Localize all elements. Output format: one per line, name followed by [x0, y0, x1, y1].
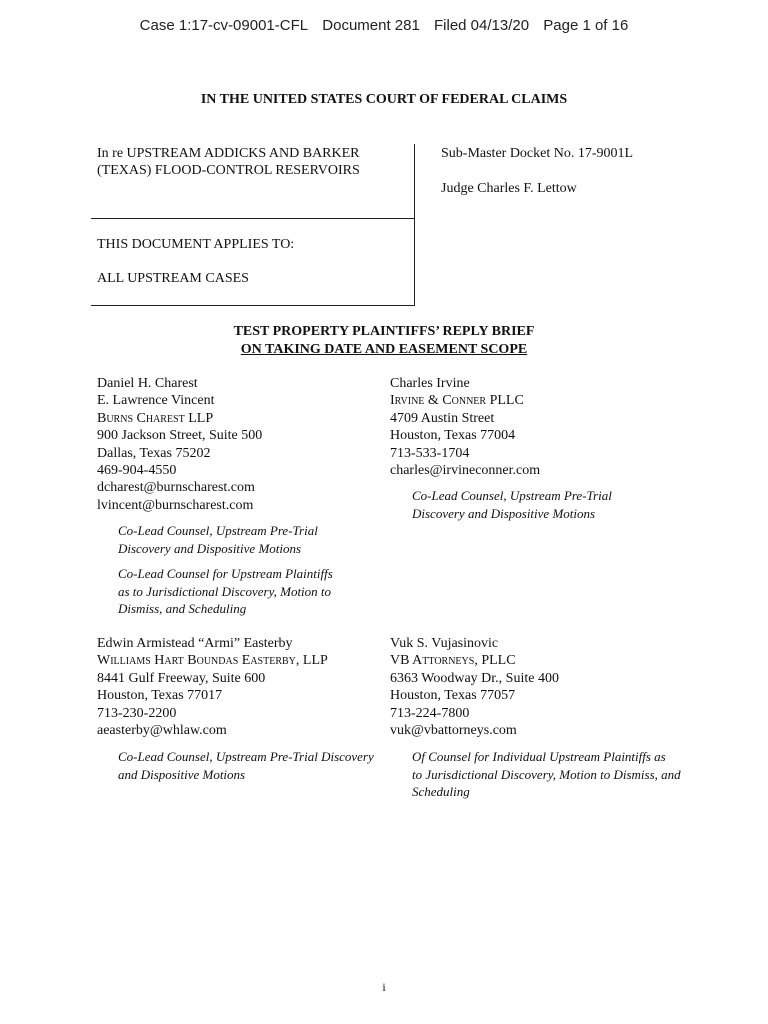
attorney-name: Edwin Armistead “Armi” Easterby	[97, 636, 293, 651]
page-number: i	[382, 980, 386, 994]
firm-address: 6363 Woodway Dr., Suite 400	[390, 670, 559, 686]
caption-divider-vertical	[414, 144, 415, 306]
firm-name: Burns Charest LLP	[97, 410, 214, 426]
judge-name: Judge Charles F. Lettow	[441, 181, 577, 196]
counsel-role	[412, 748, 681, 801]
firm-name: Irvine & Conner PLLC	[390, 393, 524, 409]
counsel-role	[118, 748, 374, 783]
phone-number: 713-230-2200	[97, 705, 177, 721]
firm-address: 4709 Austin Street	[390, 410, 495, 426]
title-line: ON TAKING DATE AND EASEMENT SCOPE	[240, 342, 528, 357]
caption-divider	[91, 305, 414, 306]
filed-date: Filed 04/13/20	[434, 17, 530, 34]
email-address: charles@irvineconner.com	[390, 463, 541, 479]
caption-divider	[91, 218, 414, 219]
firm-city: Houston, Texas 77057	[390, 688, 516, 704]
role-line: Co-Lead Counsel, Upstream Pre-Trial	[118, 523, 318, 538]
firm-name: VB Attorneys, PLLC	[390, 653, 516, 669]
role-line: Scheduling	[412, 784, 470, 799]
counsel-block-charest	[97, 375, 262, 514]
role-line: Dismiss, and Scheduling	[118, 601, 247, 616]
email-address: vuk@vbattorneys.com	[390, 723, 517, 739]
counsel-block-vujasinovic	[390, 635, 559, 739]
role-line: Co-Lead Counsel for Upstream Plaintiffs	[118, 566, 333, 581]
role-line: and Dispositive Motions	[118, 766, 246, 782]
email-address: aeasterby@whlaw.com	[97, 723, 227, 739]
firm-name: Williams Hart Boundas Easterby, LLP	[97, 653, 328, 669]
role-line: to Jurisdictional Discovery, Motion to Dismiss, and	[412, 766, 681, 782]
role-line: Discovery and Dispositive Motions	[118, 540, 302, 556]
counsel-role	[118, 565, 333, 618]
caption-line: (TEXAS) FLOOD-CONTROL RESERVOIRS	[97, 163, 360, 178]
firm-address: 900 Jackson Street, Suite 500	[97, 428, 263, 444]
email-address: dcharest@burnscharest.com	[97, 480, 255, 496]
firm-city: Houston, Texas 77004	[390, 428, 516, 444]
applies-to-cases: ALL UPSTREAM CASES	[97, 271, 249, 286]
role-line: Co-Lead Counsel, Upstream Pre-Trial Discovery	[118, 749, 374, 764]
case-caption	[97, 145, 397, 179]
document-number: Document 281	[322, 17, 420, 34]
role-line: Discovery and Dispositive Motions	[412, 505, 596, 521]
ecf-header	[0, 17, 768, 34]
court-name: IN THE UNITED STATES COURT OF FEDERAL CLAIMS	[200, 92, 568, 107]
attorney-name: Daniel H. Charest	[97, 376, 198, 391]
phone-number: 713-533-1704	[390, 445, 470, 461]
firm-city: Dallas, Texas 75202	[97, 445, 211, 461]
phone-number: 469-904-4550	[97, 463, 177, 479]
docket-number: Sub-Master Docket No. 17-9001L	[441, 146, 634, 161]
email-address: lvincent@burnscharest.com	[97, 497, 254, 513]
title-line: TEST PROPERTY PLAINTIFFS’ REPLY BRIEF	[233, 324, 535, 339]
phone-number: 713-224-7800	[390, 705, 470, 721]
role-line: as to Jurisdictional Discovery, Motion to	[118, 583, 332, 599]
counsel-block-easterby	[97, 635, 328, 739]
counsel-block-irvine	[390, 375, 540, 479]
case-number: Case 1:17-cv-09001-CFL	[139, 17, 309, 34]
attorney-name: E. Lawrence Vincent	[97, 393, 215, 409]
firm-address: 8441 Gulf Freeway, Suite 600	[97, 670, 266, 686]
firm-city: Houston, Texas 77017	[97, 688, 223, 704]
caption-line: In re UPSTREAM ADDICKS AND BARKER	[97, 146, 360, 161]
page-indicator: Page 1 of 16	[543, 17, 629, 34]
attorney-name: Charles Irvine	[390, 376, 470, 391]
applies-to-label: THIS DOCUMENT APPLIES TO:	[97, 237, 295, 252]
role-line: Co-Lead Counsel, Upstream Pre-Trial	[412, 488, 612, 503]
counsel-role	[118, 522, 318, 557]
document-title	[0, 323, 768, 359]
attorney-name: Vuk S. Vujasinovic	[390, 636, 499, 651]
counsel-role	[412, 487, 612, 522]
role-line: Of Counsel for Individual Upstream Plaintiffs as	[412, 749, 666, 764]
